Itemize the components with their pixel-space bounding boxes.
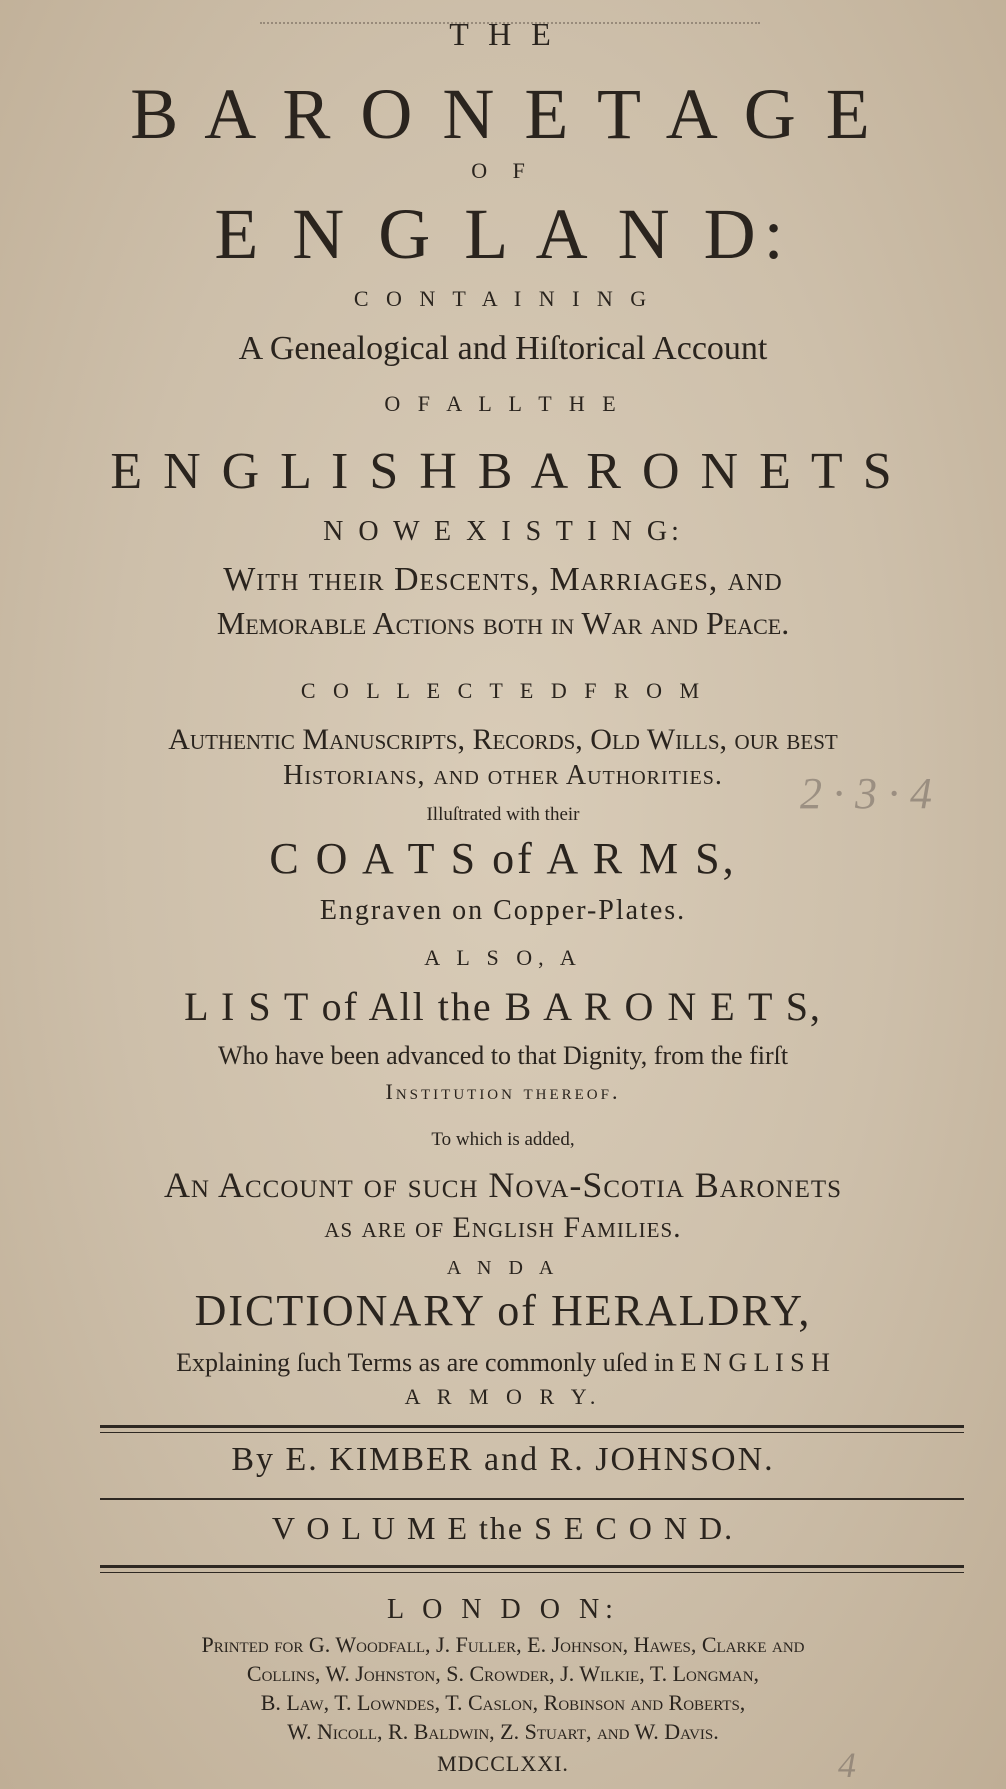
descents-line: With their Descents, Marriages, and	[223, 561, 783, 598]
explaining-line: Explaining ſuch Terms as are commonly uſed in E N G L I S H	[176, 1348, 830, 1377]
rule-below-volume	[100, 1565, 964, 1568]
containing-line: C O N T A I N I N G	[353, 286, 653, 311]
shelfmark-bottom: 4	[838, 1745, 856, 1785]
english-baronets-line: E N G L I S H B A R O N E T S	[110, 443, 896, 500]
of-all-the-line: O F A L L T H E	[384, 391, 622, 416]
imprint-year: MDCCLXXI.	[437, 1751, 569, 1776]
printers-line-4: W. Nicoll, R. Baldwin, Z. Stuart, and W. Davis.	[287, 1719, 719, 1744]
nova-scotia-line: An Account of ſuch Nova-Scotia Baronets	[163, 1165, 843, 1205]
engraven-line: Engraven on Copper-Plates.	[319, 895, 687, 926]
coats-of-arms-line: C O A T S of A R M S,	[269, 834, 737, 883]
families-line: as are of English Families.	[324, 1211, 682, 1244]
manuscripts-line: Authentic Manuscripts, Records, Old Wills, our beſt	[168, 723, 838, 756]
shelfmark-right: 2 · 3 · 4	[800, 769, 932, 818]
institution-line: Institution thereof.	[385, 1079, 621, 1104]
rule-above-volume	[100, 1498, 964, 1500]
printers-line-1: Printed for G. Woodfall, J. Fuller, E. Johnson, Hawes, Clarke and	[201, 1632, 805, 1657]
london-line: L O N D O N:	[387, 1594, 619, 1625]
title-of: O F	[471, 158, 535, 183]
now-existing-line: N O W E X I S T I N G:	[323, 516, 683, 547]
title-the: T H E	[449, 16, 557, 52]
dictionary-line: DICTIONARY of HERALDRY,	[194, 1286, 812, 1335]
historians-line: Historians, and other Authorities.	[283, 760, 723, 791]
rule-above-authors	[100, 1425, 964, 1428]
collected-from-line: C O L L E C T E D F R O M	[300, 678, 706, 703]
armory-line: A R M O R Y.	[404, 1384, 602, 1409]
account-line: A Genealogical and Hiſtorical Account	[238, 330, 768, 367]
title-england: E N G L A N D:	[214, 194, 792, 274]
authors-line: By E. KIMBER and R. JOHNSON.	[231, 1441, 775, 1478]
printers-line-3: B. Law, T. Lowndes, T. Caslon, Robinson and Roberts,	[260, 1690, 746, 1715]
and-a-line: A N D A	[446, 1257, 560, 1279]
title-baronetage: B A R O N E T A G E	[130, 74, 876, 154]
volume-line: V O L U M E the S E C O N D.	[271, 1510, 735, 1546]
also-a-line: A L S O, A	[424, 945, 582, 970]
printers-line-2: Collins, W. Johnston, S. Crowder, J. Wilkie, T. Longman,	[246, 1661, 760, 1686]
memorable-line: Memorable Actions both in War and Peace.	[216, 605, 790, 641]
list-line: L I S T of All the B A R O N E T S,	[184, 984, 822, 1029]
advanced-line: Who have been advanced to that Dignity, from the firſt	[217, 1041, 789, 1070]
added-line: To which is added,	[431, 1129, 575, 1150]
illustrated-line: Illuſtrated with their	[426, 804, 580, 825]
